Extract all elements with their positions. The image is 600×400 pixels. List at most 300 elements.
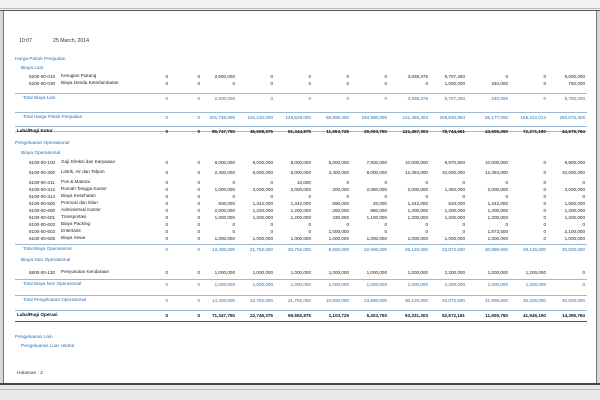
value-cell: 8,900,000 (564, 160, 585, 165)
value-cell: 0 (505, 180, 508, 185)
value-cell: 1,000,000 (214, 282, 235, 287)
value-cell: 30,999,500 (485, 247, 508, 252)
value-cell: 1,000,000 (366, 282, 387, 287)
divider (15, 244, 587, 245)
value-cell: 6,000,000 (252, 170, 273, 175)
value-cell: 0 (197, 282, 200, 287)
value-cell: 11,653,725 (326, 129, 349, 134)
value-cell: 2,200,000 (444, 282, 465, 287)
value-cell: 20,752,000 (288, 247, 311, 252)
value-cell: 9,000,000 (366, 170, 387, 175)
value-cell: 5,000,000 (564, 74, 585, 79)
value-cell: 1,200,000 (407, 215, 428, 220)
account-name: Administrasi Kantor (61, 207, 101, 212)
value-cell: 0 (165, 215, 168, 220)
value-cell: 0 (505, 222, 508, 227)
row-label: Total Biaya Lain (23, 95, 56, 100)
value-cell: 1,000,000 (290, 236, 311, 241)
value-cell: 30,326,000 (523, 298, 546, 303)
page-number: Halaman : 2 (17, 371, 43, 376)
value-cell: 1,000,000 (366, 236, 387, 241)
value-cell: 59,592,875 (288, 313, 311, 318)
value-cell: 2,090,000 (366, 187, 387, 192)
value-cell: 146,529,000 (285, 115, 311, 120)
section-pengeluaran-luar-usaha: Pengeluaran Luar Usaha (21, 344, 75, 349)
account-code: 6100-00-311 (29, 180, 55, 185)
value-cell: 1,000,000 (252, 282, 273, 287)
value-cell: 1,000,000 (366, 270, 387, 275)
value-cell: 30,500,000 (562, 247, 585, 252)
value-cell: 1,000,000 (328, 236, 349, 241)
value-cell: 0 (384, 222, 387, 227)
value-cell: 0 (232, 194, 235, 199)
value-cell: 0 (346, 81, 349, 86)
value-cell: 1,200,000 (290, 215, 311, 220)
value-cell: 55,177,000 (485, 115, 508, 120)
value-cell: 22,762,000 (250, 298, 273, 303)
value-cell: 12,384,000 (405, 170, 428, 175)
value-cell: 2,400,000 (328, 170, 349, 175)
divider (15, 295, 587, 296)
value-cell: 1,200,000 (444, 208, 465, 213)
row-label: Total Biaya Non Operasional (23, 281, 82, 286)
value-cell: 0 (165, 201, 168, 206)
divider (15, 310, 587, 311)
value-cell: 0 (270, 229, 273, 234)
value-cell: 101,232,000 (247, 115, 273, 120)
value-cell: 0 (505, 194, 508, 199)
value-cell: 1,000,000 (252, 270, 273, 275)
value-cell: 0 (384, 229, 387, 234)
account-code: 5200-00-010 (29, 74, 56, 79)
value-cell: 1,200,000 (290, 208, 311, 213)
value-cell: 8,970,500 (444, 160, 465, 165)
value-cell: 0 (346, 180, 349, 185)
divider (15, 321, 587, 322)
value-cell: 0 (165, 282, 168, 287)
value-cell: 121,457,303 (402, 129, 428, 134)
account-name: Biaya Packing (61, 221, 91, 226)
value-cell: 41,945,190 (523, 313, 546, 318)
value-cell: 0 (425, 81, 428, 86)
value-cell: 0 (270, 96, 273, 101)
row-label: Laba/Rugi Kotor (17, 128, 53, 133)
value-cell: 6,000,000 (290, 170, 311, 175)
value-cell: 0 (543, 222, 546, 227)
value-cell: 0 (384, 81, 387, 86)
value-cell: 30,126,000 (405, 298, 428, 303)
value-cell: 0 (425, 194, 428, 199)
value-cell: 1,200,000 (407, 208, 428, 213)
value-cell: 0 (165, 81, 168, 86)
value-cell: 0 (165, 96, 168, 101)
account-name: Biaya Denda Keterlambatan (61, 80, 119, 85)
value-cell: 520,000 (448, 201, 465, 206)
value-cell: 1,000,000 (328, 282, 349, 287)
value-cell: 26,072,500 (442, 298, 465, 303)
value-cell: 2,000,000 (487, 187, 508, 192)
value-cell: 430,000 (332, 215, 349, 220)
value-cell: 2,000,000 (214, 208, 235, 213)
value-cell: 0 (384, 180, 387, 185)
divider (15, 112, 587, 113)
account-code: 6100-00-601 (29, 215, 56, 220)
value-cell: 12,384,000 (485, 170, 508, 175)
value-cell: 0 (543, 201, 546, 206)
value-cell: 1,200,000 (525, 270, 546, 275)
value-cell: 0 (308, 81, 311, 86)
value-cell: 8,000,000 (252, 160, 273, 165)
value-cell: 0 (197, 270, 200, 275)
value-cell: 11,605,750 (485, 313, 508, 318)
value-cell: 29,126,000 (405, 247, 428, 252)
value-cell: 0 (197, 115, 200, 120)
account-name: Gaji Direksi dan Karyawan (61, 159, 116, 164)
value-cell: 0 (197, 187, 200, 192)
value-cell: 0 (165, 194, 168, 199)
value-cell: 1,000,000 (487, 282, 508, 287)
value-cell: 1,000,000 (487, 236, 508, 241)
value-cell: 0 (462, 222, 465, 227)
value-cell: 1,200,000 (444, 215, 465, 220)
value-cell: 209,540,964 (439, 115, 465, 120)
value-cell: 890,000 (332, 201, 349, 206)
value-cell: 5,707,250 (444, 74, 465, 79)
value-cell: 0 (582, 222, 585, 227)
value-cell: 52,672,161 (442, 313, 465, 318)
value-cell: 10,000,000 (485, 160, 508, 165)
value-cell: 0 (197, 222, 200, 227)
value-cell: 1,200,000 (525, 282, 546, 287)
value-cell: 0 (270, 74, 273, 79)
value-cell: 0 (165, 247, 168, 252)
value-cell: 2,500,000 (214, 74, 235, 79)
value-cell: 0 (346, 194, 349, 199)
value-cell: 29,093,750 (364, 129, 387, 134)
value-cell: 44,975,764 (562, 129, 585, 134)
value-cell: 0 (232, 222, 235, 227)
account-name: Listrik, Air dan Telpon (61, 169, 105, 174)
value-cell: 340,000 (491, 81, 508, 86)
account-code: 5200-00-030 (29, 81, 56, 86)
value-cell: 0 (308, 222, 311, 227)
value-cell: 0 (384, 74, 387, 79)
value-cell: 0 (270, 194, 273, 199)
value-cell: 23,690,000 (364, 298, 387, 303)
account-code: 6100-00-100 (29, 160, 56, 165)
value-cell: 980,000 (370, 208, 387, 213)
report-time: 10:07 (19, 38, 32, 44)
value-cell: 1,100,000 (366, 215, 387, 220)
value-cell: 1,103,725 (328, 313, 349, 318)
value-cell: 0 (165, 313, 168, 318)
value-cell: 10,550,000 (326, 298, 349, 303)
value-cell: 68,996,400 (326, 115, 349, 120)
divider (15, 93, 587, 94)
value-cell: 1,000,000 (407, 282, 428, 287)
value-cell: 0 (165, 222, 168, 227)
value-cell: 0 (425, 229, 428, 234)
value-cell: 0 (543, 180, 546, 185)
value-cell: 1,000,000 (328, 229, 349, 234)
account-code: 6100-00-312 (29, 187, 56, 192)
value-cell: 0 (543, 229, 546, 234)
section-biaya-operasional: Biaya Operasional (21, 151, 61, 156)
value-cell: 0 (197, 229, 200, 234)
value-cell: 1,342,000 (290, 201, 311, 206)
value-cell: 1,200,000 (564, 208, 585, 213)
value-cell: 0 (232, 81, 235, 86)
value-cell: 20,000 (372, 201, 387, 206)
report-page (5, 12, 595, 382)
value-cell: 1,000,000 (487, 270, 508, 275)
value-cell: 0 (197, 208, 200, 213)
value-cell: 2,400,000 (214, 170, 235, 175)
value-cell: 2,200,000 (444, 270, 465, 275)
value-cell: 14,400,000 (212, 298, 235, 303)
value-cell: 0 (197, 160, 200, 165)
value-cell: 1,000,000 (214, 270, 235, 275)
value-cell: 0 (462, 180, 465, 185)
value-cell: 0 (582, 180, 585, 185)
value-cell: 0 (346, 74, 349, 79)
value-cell: 0 (543, 208, 546, 213)
value-cell: 1,000,000 (444, 236, 465, 241)
value-cell: 0 (425, 180, 428, 185)
value-cell: 1,342,000 (407, 201, 428, 206)
value-cell: 22,690,000 (364, 247, 387, 252)
value-cell: 72,271,190 (523, 129, 546, 134)
value-cell: 0 (197, 96, 200, 101)
value-cell: 0 (543, 187, 546, 192)
value-cell: 1,000,000 (407, 236, 428, 241)
row-label: Total Pengeluaran Operasional (23, 297, 87, 302)
value-cell: 10,000,000 (405, 160, 428, 165)
value-cell: 71,347,750 (212, 313, 235, 318)
account-code: 6100-00-605 (29, 236, 56, 241)
value-cell: 6,707,250 (444, 96, 465, 101)
value-cell: 93,331,303 (405, 313, 428, 318)
value-cell: 0 (165, 74, 168, 79)
value-cell: 250,000 (332, 208, 349, 213)
account-name: Pos & Materai (61, 179, 90, 184)
value-cell: 201,746,000 (209, 115, 235, 120)
value-cell: 0 (165, 208, 168, 213)
value-cell: 1,000,000 (214, 187, 235, 192)
value-cell: 0 (384, 96, 387, 101)
value-cell: 1,000,000 (290, 270, 311, 275)
value-cell: 23,872,500 (442, 247, 465, 252)
value-cell: 14,395,764 (562, 313, 585, 318)
value-cell: 0 (165, 229, 168, 234)
value-cell: 1,200,000 (487, 208, 508, 213)
account-name: Kerugian Piutang (61, 73, 97, 78)
value-cell: 1,000,000 (252, 236, 273, 241)
value-cell: 1,000,000 (564, 236, 585, 241)
value-cell: 0 (165, 187, 168, 192)
section-pengeluaran-lain: Pengeluaran Lain (15, 335, 53, 340)
value-cell: 0 (165, 129, 168, 134)
value-cell: 500,000 (218, 201, 235, 206)
value-cell: 0 (308, 229, 311, 234)
value-cell: 0 (425, 222, 428, 227)
value-cell: 2,000,000 (290, 187, 311, 192)
divider (15, 279, 587, 280)
value-cell: 0 (308, 96, 311, 101)
value-cell: 10,000,000 (562, 170, 585, 175)
value-cell: 85,747,750 (212, 129, 235, 134)
account-name: Rumah Tangga Kantor (61, 186, 107, 191)
account-code: 6100-00-500 (29, 201, 56, 206)
value-cell: 0 (165, 160, 168, 165)
row-label: Total Biaya Operasional (23, 246, 72, 251)
value-cell: 0 (197, 298, 200, 303)
viewer-right-edge (596, 11, 600, 391)
value-cell: 0 (308, 194, 311, 199)
value-cell: 0 (197, 201, 200, 206)
value-cell: 0 (165, 115, 168, 120)
value-cell: 194,990,000 (361, 115, 387, 120)
value-cell: 0 (165, 236, 168, 241)
report-date: 25 March, 2014 (53, 38, 90, 44)
value-cell: 78,744,661 (442, 129, 465, 134)
value-cell: 30,500,000 (562, 298, 585, 303)
value-cell: 1,000,000 (290, 282, 311, 287)
value-cell: 0 (197, 194, 200, 199)
account-code: 6100-00-300 (29, 170, 56, 175)
value-cell: 1,342,000 (487, 201, 508, 206)
value-cell: 0 (543, 236, 546, 241)
value-cell: 1,000,000 (407, 270, 428, 275)
value-cell: 0 (165, 180, 168, 185)
value-cell: 0 (543, 170, 546, 175)
value-cell: 0 (270, 222, 273, 227)
value-cell: 0 (462, 229, 465, 234)
value-cell: 0 (505, 74, 508, 79)
account-name: Entertaint (61, 228, 81, 233)
value-cell: 0 (543, 81, 546, 86)
value-cell: 29,126,000 (523, 247, 546, 252)
value-cell: 340,000 (491, 96, 508, 101)
value-cell: 200,000 (332, 187, 349, 192)
value-cell: 0 (308, 74, 311, 79)
value-cell: 5,403,750 (366, 313, 387, 318)
value-cell: 0 (197, 247, 200, 252)
value-cell: 1,000,000 (214, 215, 235, 220)
value-cell: 282,675,406 (559, 115, 585, 120)
value-cell: 0 (462, 194, 465, 199)
value-cell: 1,200,000 (252, 215, 273, 220)
value-cell: 0 (384, 194, 387, 199)
section-biaya-non-operasional: Biaya Non Operasional (21, 258, 71, 263)
account-code: 6800-00-130 (29, 270, 56, 275)
value-cell: 0 (165, 298, 168, 303)
value-cell: 1,200,000 (564, 215, 585, 220)
account-name: Biaya Sewa (61, 235, 86, 240)
viewer-bottom-bar (0, 383, 600, 400)
value-cell: 0 (197, 215, 200, 220)
account-name: Penyusutan Kendaraan (61, 269, 110, 274)
value-cell: 5,000,000 (328, 160, 349, 165)
value-cell: 0 (232, 229, 235, 234)
value-cell: 0 (232, 180, 235, 185)
value-cell: 1,000,000 (444, 81, 465, 86)
value-cell: 5,750,000 (564, 96, 585, 101)
value-cell: 0 (165, 170, 168, 175)
account-name: Transportasi (61, 214, 87, 219)
value-cell: 81,344,875 (288, 129, 311, 134)
value-cell: 0 (270, 81, 273, 86)
section-hpp: Harga Pokok Penjualan (15, 57, 66, 62)
value-cell: 1,000,000 (328, 270, 349, 275)
value-cell: 10,000 (296, 180, 311, 185)
row-label: Total Harga Pokok Penjualan (23, 114, 83, 119)
value-cell: 2,000,000 (564, 187, 585, 192)
value-cell: 0 (270, 180, 273, 185)
value-cell: 3,938,375 (407, 96, 428, 101)
value-cell: 0 (543, 215, 546, 220)
row-label: Laba/Rugi Operasi (17, 312, 58, 317)
value-cell: 10,000,000 (442, 170, 465, 175)
value-cell: 0 (165, 270, 168, 275)
value-cell: 0 (346, 222, 349, 227)
value-cell: 0 (197, 129, 200, 134)
value-cell: 0 (197, 74, 200, 79)
value-cell: 165,222,014 (520, 115, 546, 120)
value-cell: 7,500,000 (366, 160, 387, 165)
value-cell: 121,465,303 (402, 115, 428, 120)
value-cell: 1,500,000 (564, 201, 585, 206)
account-code: 6100-00-602 (29, 222, 56, 227)
value-cell: 21,752,000 (288, 298, 311, 303)
value-cell: 0 (197, 180, 200, 185)
value-cell: 0 (197, 236, 200, 241)
account-code: 6100-00-314 (29, 194, 56, 199)
value-cell: 0 (543, 160, 546, 165)
value-cell: 21,762,000 (250, 247, 273, 252)
value-cell: 1,342,000 (252, 201, 273, 206)
value-cell: 0 (582, 270, 585, 275)
value-cell: 31,999,500 (485, 298, 508, 303)
value-cell: 2,500,000 (214, 96, 235, 101)
value-cell: 0 (543, 194, 546, 199)
account-name: Promosi dan Iklan (61, 200, 98, 205)
value-cell: 0 (346, 96, 349, 101)
value-cell: 0 (197, 313, 200, 318)
value-cell: 1,000,000 (214, 236, 235, 241)
value-cell: 2,000,000 (407, 187, 428, 192)
value-cell: 0 (543, 96, 546, 101)
value-cell: 6,000,000 (214, 160, 235, 165)
section-pengeluaran-operasional: Pengeluaran Operasional (15, 141, 70, 146)
value-cell: 43,605,250 (485, 129, 508, 134)
value-cell: 22,746,375 (250, 313, 273, 318)
value-cell: 13,400,000 (212, 247, 235, 252)
value-cell: 1,350,000 (444, 187, 465, 192)
account-name: Biaya Kesehatan (61, 193, 96, 198)
value-cell: 0 (197, 81, 200, 86)
value-cell: 1,220,000 (252, 208, 273, 213)
account-code: 6100-00-603 (29, 229, 56, 234)
value-cell: 0 (582, 194, 585, 199)
account-code: 6100-00-600 (29, 208, 56, 213)
viewer-top-bar (0, 0, 600, 11)
value-cell: 1,873,500 (487, 229, 508, 234)
value-cell: 1,200,000 (487, 215, 508, 220)
value-cell: 2,100,000 (564, 229, 585, 234)
value-cell: 8,000,000 (290, 160, 311, 165)
value-cell: 0 (197, 170, 200, 175)
